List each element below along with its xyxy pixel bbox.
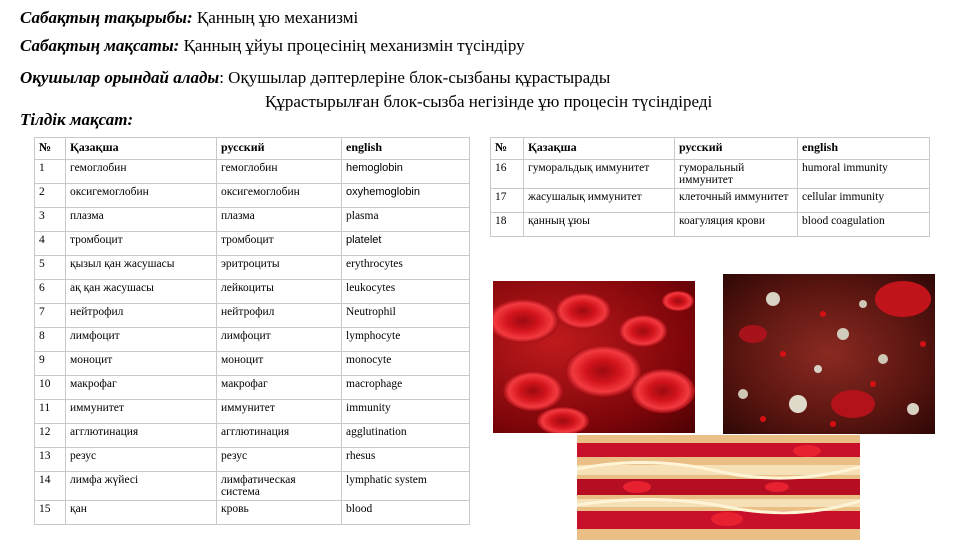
cell-english: blood <box>342 501 470 525</box>
cell-kazakh: гемоглобин <box>66 160 217 184</box>
col-russian-header: русский <box>675 138 798 160</box>
cell-kazakh: иммунитет <box>66 400 217 424</box>
cell-kazakh: лимфа жүйесі <box>66 472 217 501</box>
table-header-row <box>35 138 470 160</box>
outcome-line <box>20 68 610 88</box>
row-number: 12 <box>35 424 66 448</box>
table-row <box>35 256 470 280</box>
row-number: 4 <box>35 232 66 256</box>
table-row <box>35 280 470 304</box>
blood-vessel-fibrin-image <box>577 435 860 540</box>
cell-kazakh: макрофаг <box>66 376 217 400</box>
cell-english: hemoglobin <box>342 160 470 184</box>
table-row <box>35 400 470 424</box>
row-number: 13 <box>35 448 66 472</box>
row-number: 5 <box>35 256 66 280</box>
table-row <box>35 232 470 256</box>
topic-line <box>20 8 358 28</box>
table-row <box>35 448 470 472</box>
cell-russian: коагуляция крови <box>675 213 798 237</box>
row-number: 6 <box>35 280 66 304</box>
cell-kazakh: агглютинация <box>66 424 217 448</box>
table-row <box>35 184 470 208</box>
cell-english: cellular immunity <box>798 189 930 213</box>
cell-russian: гемоглобин <box>217 160 342 184</box>
row-number: 17 <box>491 189 524 213</box>
outcome-label: Оқушылар орындай алады <box>20 68 220 87</box>
cell-russian: клеточный иммунитет <box>675 189 798 213</box>
cell-kazakh: ақ қан жасушасы <box>66 280 217 304</box>
row-number: 14 <box>35 472 66 501</box>
cell-english: lymphatic system <box>342 472 470 501</box>
row-number: 16 <box>491 160 524 189</box>
topic-label: Сабақтың тақырыбы: <box>20 8 193 27</box>
cell-english: monocyte <box>342 352 470 376</box>
cell-english: lymphocyte <box>342 328 470 352</box>
cell-english: rhesus <box>342 448 470 472</box>
cell-kazakh: резус <box>66 448 217 472</box>
cell-russian: моноцит <box>217 352 342 376</box>
cell-kazakh: моноцит <box>66 352 217 376</box>
row-number: 3 <box>35 208 66 232</box>
table-header-row <box>491 138 930 160</box>
col-kazakh-header: Қазақша <box>524 138 675 160</box>
cell-russian: лимфоцит <box>217 328 342 352</box>
cell-english: agglutination <box>342 424 470 448</box>
table-row <box>35 472 470 501</box>
table-row <box>35 376 470 400</box>
table-row <box>491 213 930 237</box>
cell-russian: лейкоциты <box>217 280 342 304</box>
table-row <box>35 208 470 232</box>
row-number: 11 <box>35 400 66 424</box>
cell-russian: резус <box>217 448 342 472</box>
cell-english: macrophage <box>342 376 470 400</box>
row-number: 2 <box>35 184 66 208</box>
goal-value: Қанның ұйуы процесінің механизмін түсіндіру <box>179 36 525 55</box>
row-number: 1 <box>35 160 66 184</box>
cell-english: Neutrophil <box>342 304 470 328</box>
row-number: 10 <box>35 376 66 400</box>
blood-cells-mixed-image <box>723 274 935 434</box>
goal-line <box>20 36 525 56</box>
topic-value: Қанның ұю механизмі <box>192 8 359 27</box>
table-row <box>35 424 470 448</box>
row-number: 18 <box>491 213 524 237</box>
cell-kazakh: нейтрофил <box>66 304 217 328</box>
table-row <box>35 501 470 525</box>
cell-kazakh: қанның ұюы <box>524 213 675 237</box>
row-number: 15 <box>35 501 66 525</box>
outcome-value-1: : Оқушылар дәптерлеріне блок-сызбаны құрастырады <box>219 68 611 87</box>
col-num-header: № <box>491 138 524 160</box>
cell-kazakh: плазма <box>66 208 217 232</box>
cell-english: oxyhemoglobin <box>342 184 470 208</box>
row-number: 9 <box>35 352 66 376</box>
cell-russian: тромбоцит <box>217 232 342 256</box>
cell-kazakh: жасушалық иммунитет <box>524 189 675 213</box>
cell-russian: эритроциты <box>217 256 342 280</box>
cell-russian: агглютинация <box>217 424 342 448</box>
cell-russian: оксигемоглобин <box>217 184 342 208</box>
cell-kazakh: қызыл қан жасушасы <box>66 256 217 280</box>
cell-english: leukocytes <box>342 280 470 304</box>
col-english-header: english <box>798 138 930 160</box>
outcome-line-2: Құрастырылған блок-сызба негізінде ұю процесін түсіндіреді <box>265 92 713 111</box>
cell-kazakh: қан <box>66 501 217 525</box>
cell-russian: гуморальный иммунитет <box>675 160 798 189</box>
cell-russian: кровь <box>217 501 342 525</box>
table-row <box>35 160 470 184</box>
cell-russian: нейтрофил <box>217 304 342 328</box>
cell-english: erythrocytes <box>342 256 470 280</box>
row-number: 7 <box>35 304 66 328</box>
table-row <box>35 304 470 328</box>
cell-russian: иммунитет <box>217 400 342 424</box>
cell-kazakh: гуморальдық иммунитет <box>524 160 675 189</box>
col-english-header: english <box>342 138 470 160</box>
col-kazakh-header: Қазақша <box>66 138 217 160</box>
vocab-table-left <box>34 137 470 525</box>
col-russian-header: русский <box>217 138 342 160</box>
goal-label: Сабақтың мақсаты: <box>20 36 180 55</box>
cell-kazakh: лимфоцит <box>66 328 217 352</box>
row-number: 8 <box>35 328 66 352</box>
cell-russian: лимфатическая система <box>217 472 342 501</box>
cell-english: blood coagulation <box>798 213 930 237</box>
table-row <box>35 328 470 352</box>
table-row <box>491 160 930 189</box>
cell-english: plasma <box>342 208 470 232</box>
cell-kazakh: тромбоцит <box>66 232 217 256</box>
cell-russian: макрофаг <box>217 376 342 400</box>
cell-english: immunity <box>342 400 470 424</box>
table-row <box>491 189 930 213</box>
language-goal-label: Тілдік мақсат: <box>20 110 134 129</box>
cell-english: platelet <box>342 232 470 256</box>
cell-kazakh: оксигемоглобин <box>66 184 217 208</box>
vocab-table-right <box>490 137 930 237</box>
table-row <box>35 352 470 376</box>
col-num-header: № <box>35 138 66 160</box>
cell-russian: плазма <box>217 208 342 232</box>
cell-english: humoral immunity <box>798 160 930 189</box>
red-blood-cells-image <box>493 281 695 433</box>
